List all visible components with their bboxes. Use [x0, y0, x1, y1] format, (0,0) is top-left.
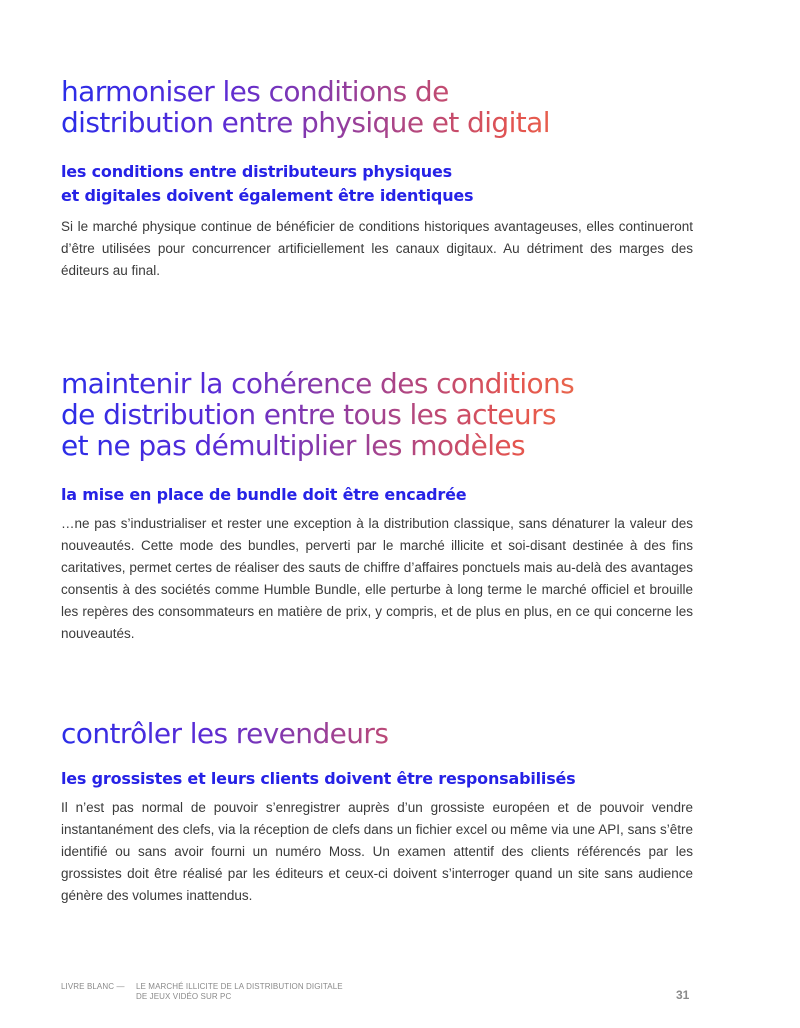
- page-number: 31: [676, 988, 690, 1002]
- section-body: Si le marché physique continue de bénéficier de conditions historiques avantageuses, elles continueront d’être utilisées pour concurrencer artificiellement les canaux digitaux. Au détriment des marges des éditeurs au final.: [61, 219, 693, 278]
- section-heading: maintenir la cohérence des conditions de distribution entre tous les acteurs et ne pas démultiplier les modèles: [61, 368, 693, 461]
- section-maintenir: [61, 368, 693, 645]
- footer-title: LE MARCHÉ ILLICITE DE LA DISTRIBUTION DIGITALE DE JEUX VIDÉO SUR PC: [136, 982, 343, 1001]
- section-body: Il n’est pas normal de pouvoir s’enregistrer auprès d’un grossiste européen et de pouvoir vendre instantanément des clefs, via la réception de clefs dans un fichier excel ou même via une API, sans s’être identifié ou sans avoir fourni un numéro Moss. Un examen attentif des clients référencés par les grossistes doit être réalisé par les éditeurs et ceux-ci doivent s’interroger quand un site sans audience génère des volumes inattendus.: [61, 800, 693, 903]
- section-controler: [61, 718, 693, 907]
- section-heading: contrôler les revendeurs: [61, 718, 693, 749]
- section-harmoniser: [61, 76, 693, 282]
- section-body: …ne pas s’industrialiser et rester une exception à la distribution classique, sans dénaturer la valeur des nouveautés. Cette mode des bundles, perverti par le marché illicite et soi-disant destinée à des fins caritatives, permet certes de réaliser des sauts de chiffre d’affaires ponctuels mais au-delà des avantages consentis à des sociétés comme Humble Bundle, elle perturbe à long terme le marché officiel et brouille les repères des consommateurs en matière de prix, y compris, et de plus en plus, en ce qui concerne les nouveautés.: [61, 516, 693, 641]
- footer-document-title: [61, 982, 343, 1002]
- section-subheading: la mise en place de bundle doit être encadrée: [61, 485, 467, 504]
- section-subheading: les grossistes et leurs clients doivent être responsabilisés: [61, 769, 576, 788]
- section-subheading: les conditions entre distributeurs physiques et digitales doivent également être identiques: [61, 162, 474, 205]
- section-heading: harmoniser les conditions de distribution entre physique et digital: [61, 76, 693, 138]
- footer-label: LIVRE BLANC —: [61, 982, 125, 991]
